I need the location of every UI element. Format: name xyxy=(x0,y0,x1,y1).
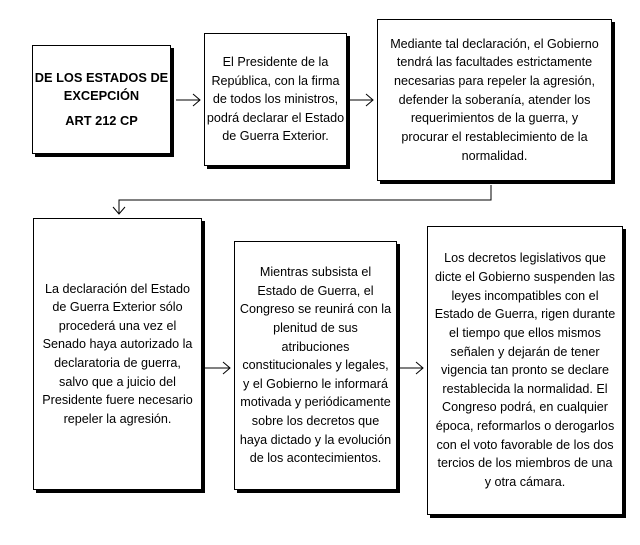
arrow-down-icon xyxy=(113,185,491,214)
senate-authorization-text: La declaración del Estado de Guerra Exterior sólo procederá una vez el Senado haya autorizado la declaratoria de guerra, salvo que a juicio del Presidente fuere necesario repeler la agresión. xyxy=(42,281,193,426)
arrow-right-icon xyxy=(350,94,373,106)
legislative-decrees-text: Los decretos legislativos que dicte el Gobierno suspenden las leyes incompatibles con el Estado de Guerra, rigen durante el tiempo que ellos mismos señalen y dejarán de tener vigencia tan pronto se declare restablecida la normalidad. El Congreso podrá, en cualquier época, reformarlos o derogarlos con el voto favorable de los dos tercios de los miembros de una y otra cámara. xyxy=(434,251,616,489)
title-article: ART 212 CP xyxy=(65,113,138,129)
arrow-right-icon xyxy=(176,94,200,106)
president-declares-text: El Presidente de la República, con la firma de todos los ministros, podrá declarar el Estado de Guerra Exterior. xyxy=(206,54,345,144)
arrow-right-icon xyxy=(400,362,423,374)
congress-meets-text: Mientras subsista el Estado de Guerra, el Congreso se reunirá con la plenitud de sus atribuciones constitucionales y legales, y el Gobierno le informará motivada y periódicamente sobre los decretos que haya dictado y la evolución de los acontecimientos. xyxy=(239,265,392,466)
title-heading: DE LOS ESTADOS DE EXCEPCIÓN xyxy=(34,69,169,103)
arrow-right-icon xyxy=(205,362,230,374)
government-powers-text: Mediante tal declaración, el Gobierno tendrá las facultades estrictamente necesarias para repeler la agresión, defender la soberanía, atender los requerimientos de la guerra, y procurar el restablecimiento de la normalidad. xyxy=(390,36,599,163)
